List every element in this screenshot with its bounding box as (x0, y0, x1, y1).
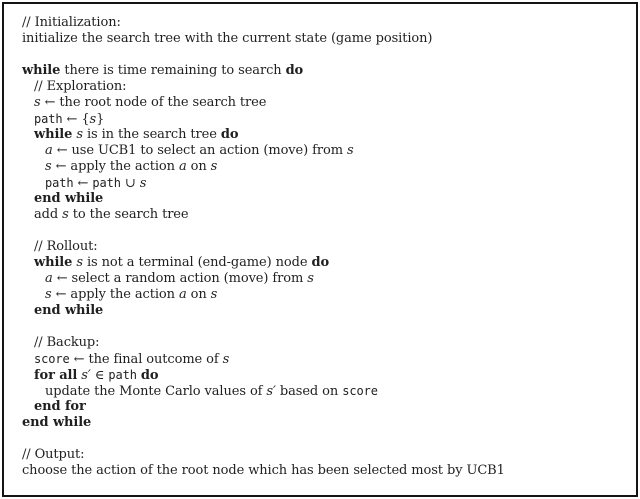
code-segment: on (186, 287, 211, 302)
code-segment: based on (275, 384, 343, 399)
code-segment: is not a terminal (end-game) node (82, 255, 312, 270)
code-line (22, 239, 630, 255)
code-segment: do (140, 368, 159, 383)
code-segment: } (96, 112, 105, 127)
code-segment: // Rollout: (34, 239, 98, 254)
code-blank-line (22, 47, 630, 63)
code-segment: add (34, 207, 63, 222)
code-line (22, 255, 630, 271)
code-segment: end while (22, 415, 92, 430)
code-segment: // Exploration: (34, 79, 127, 94)
code-segment: ← apply the action (51, 159, 179, 174)
code-segment: score (342, 384, 378, 398)
code-segment: a (178, 287, 187, 302)
code-line (22, 159, 630, 175)
code-line (22, 399, 630, 415)
code-line (22, 143, 630, 159)
code-segment: initialize the search tree with the current state (game position) (22, 31, 433, 46)
code-segment: s (45, 287, 52, 302)
code-segment: s (346, 143, 354, 158)
code-segment: there is time remaining to search (60, 63, 286, 78)
code-line (22, 111, 630, 127)
code-segment: ∈ (90, 368, 109, 383)
code-segment: while (22, 63, 61, 78)
code-segment: s (45, 159, 52, 174)
listing-border (2, 2, 638, 497)
code-segment: path (108, 368, 137, 382)
code-segment: s (210, 287, 218, 302)
code-line (22, 95, 630, 111)
code-line (22, 287, 630, 303)
code-line (22, 15, 630, 31)
code-segment: a (178, 159, 187, 174)
code-segment: s (76, 127, 83, 142)
code-segment: path (92, 176, 121, 190)
code-segment: ∪ (120, 176, 140, 191)
code-line (22, 271, 630, 287)
code-segment: score (34, 352, 70, 366)
code-segment: end while (34, 191, 104, 206)
code-segment: update the Monte Carlo values of (45, 384, 267, 399)
code-line (22, 191, 630, 207)
code-line (22, 303, 630, 319)
code-segment: a (45, 271, 53, 286)
code-segment: // Backup: (34, 335, 100, 350)
code-line (22, 335, 630, 351)
code-line (22, 127, 630, 143)
code-line (22, 415, 630, 431)
code-segment: s (307, 271, 314, 286)
code-line (22, 63, 630, 79)
code-segment: on (186, 159, 211, 174)
code-segment: ← the final outcome of (69, 352, 223, 367)
code-segment: while (34, 255, 73, 270)
code-segment: is in the search tree (82, 127, 221, 142)
code-segment: for all (34, 368, 78, 383)
code-segment: s (210, 159, 218, 174)
pseudocode (4, 4, 636, 479)
code-segment: choose the action of the root node which has been selected most by UCB1 (22, 463, 505, 478)
code-blank-line (22, 319, 630, 335)
code-segment: s (34, 95, 41, 110)
code-line (22, 463, 630, 479)
code-segment: end for (34, 399, 86, 414)
code-line (22, 367, 630, 383)
code-segment: path (34, 112, 63, 126)
code-blank-line (22, 223, 630, 239)
code-line (22, 175, 630, 191)
code-segment: s (89, 112, 97, 127)
code-blank-line (22, 431, 630, 447)
code-segment: s (222, 352, 230, 367)
code-segment: while (34, 127, 73, 142)
code-segment: s′ (266, 384, 276, 399)
code-segment: do (220, 127, 239, 142)
code-line (22, 31, 630, 47)
code-segment: do (311, 255, 330, 270)
code-segment: ← apply the action (51, 287, 179, 302)
code-line (22, 207, 630, 223)
code-segment: // Output: (22, 447, 85, 462)
code-segment: s′ (81, 368, 91, 383)
code-segment: ← the root node of the search tree (40, 95, 267, 110)
code-segment: do (285, 63, 304, 78)
code-segment: s (76, 255, 83, 270)
code-segment: // Initialization: (22, 15, 121, 30)
code-segment: to the search tree (68, 207, 189, 222)
code-line (22, 383, 630, 399)
code-segment: a (45, 143, 53, 158)
code-segment: path (45, 176, 74, 190)
code-segment: s (139, 176, 147, 191)
code-segment: end while (34, 303, 104, 318)
code-line (22, 351, 630, 367)
code-line (22, 79, 630, 95)
code-segment: s (62, 207, 69, 222)
code-segment: ← (73, 176, 93, 191)
code-segment: ← use UCB1 to select an action (move) from (52, 143, 347, 158)
code-segment: ← select a random action (move) from (52, 271, 308, 286)
code-line (22, 447, 630, 463)
code-segment: ← { (62, 112, 90, 127)
